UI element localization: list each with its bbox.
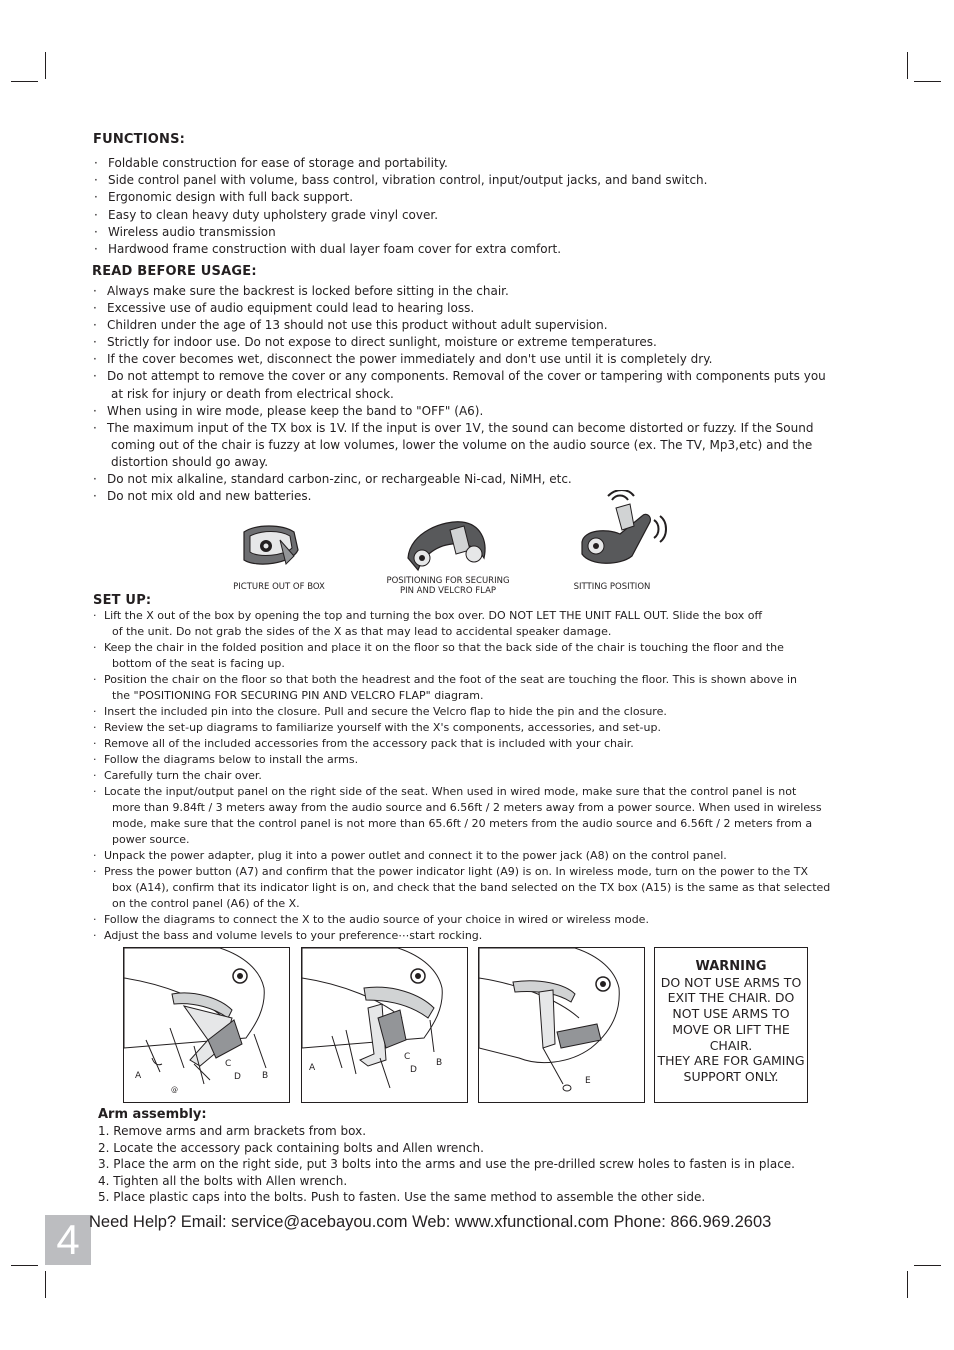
arm-diagram-3 bbox=[478, 947, 645, 1103]
crop-mark bbox=[11, 1265, 38, 1266]
setup-heading: SET UP: bbox=[93, 593, 152, 608]
list-item: · Position the chair on the floor so that both the headrest and the foot of the seat are touching the floor. This is shown above in the "POSITIONING FOR SECURING PIN AND VELCRO FLAP" diagram. bbox=[92, 672, 830, 704]
list-item: · Keep the chair in the folded position and place it on the floor so that the back side of the chair is touching the floor and the bottom of the seat is facing up. bbox=[92, 640, 830, 672]
diagram-label-a: A bbox=[309, 1063, 316, 1073]
list-item: · Follow the diagrams to connect the X to the audio source of your choice in wired or wireless mode. bbox=[92, 912, 830, 928]
list-item: · Wireless audio transmission bbox=[93, 224, 707, 241]
list-item: · Easy to clean heavy duty upholstery grade vinyl cover. bbox=[93, 207, 707, 224]
arm-diagram-drawing bbox=[479, 948, 644, 1102]
list-item: 2. Locate the accessory pack containing bolts and Allen wrench. bbox=[98, 1140, 484, 1155]
warning-line: MOVE OR LIFT THE bbox=[672, 1021, 790, 1037]
list-item: · Adjust the bass and volume levels to your preference⋯start rocking. bbox=[92, 928, 830, 944]
functions-list bbox=[93, 155, 707, 258]
list-item: · Ergonomic design with full back support. bbox=[93, 189, 707, 206]
list-item: · Do not mix alkaline, standard carbon-zinc, or rechargeable Ni-cad, NiMH, etc. bbox=[92, 471, 826, 488]
warning-line: THEY ARE FOR GAMING bbox=[657, 1053, 805, 1069]
arm-diagram-1 bbox=[123, 947, 290, 1103]
arm-diagram-2 bbox=[301, 947, 468, 1103]
list-item: · Review the set-up diagrams to familiarize yourself with the X's components, accessories, and set-up. bbox=[92, 720, 830, 736]
warning-title: WARNING bbox=[695, 959, 767, 974]
list-item: · The maximum input of the TX box is 1V. If the input is over 1V, the sound can become distorted or fuzzy. If the Sound coming out of the chair is fuzzy at low volumes, lower the volume on the audio source (ex. The TV, Mp3,etc) and the distortion should go away. bbox=[92, 420, 826, 471]
picture-caption: POSITIONING FOR SECURING PIN AND VELCRO FLAP bbox=[386, 576, 510, 596]
list-item: · Foldable construction for ease of storage and portability. bbox=[93, 155, 707, 172]
picture-caption: PICTURE OUT OF BOX bbox=[233, 582, 325, 592]
list-item: 3. Place the arm on the right side, put 3 bolts into the arms and use the pre-drilled screw holes to fasten is in place. bbox=[98, 1157, 795, 1171]
page-number: 4 bbox=[45, 1215, 91, 1265]
warning-box bbox=[654, 947, 808, 1103]
functions-heading: FUNCTIONS: bbox=[93, 132, 186, 147]
arm-diagram-drawing bbox=[302, 948, 467, 1102]
crop-mark bbox=[11, 81, 38, 82]
list-item: · Hardwood frame construction with dual layer foam cover for extra comfort. bbox=[93, 241, 707, 258]
diagram-label-c: C bbox=[225, 1059, 232, 1069]
diagram-label-b: B bbox=[436, 1058, 443, 1068]
chair-sitting-illustration bbox=[576, 490, 676, 574]
diagram-label-b: B bbox=[262, 1071, 269, 1081]
read-before-heading: READ BEFORE USAGE: bbox=[92, 264, 257, 279]
crop-mark bbox=[914, 1265, 941, 1266]
list-item: · Side control panel with volume, bass control, vibration control, input/output jacks, and band switch. bbox=[93, 172, 707, 189]
list-item: · Locate the input/output panel on the right side of the seat. When used in wired mode, make sure that the control panel is not more than 9.84ft / 3 meters away from the audio source and 6.56ft / 2 meters away from a power source. When used in wireless mode, make sure that the control panel is not more than 65.6ft / 20 meters from the audio source and 6.56ft / 2 meters from a power source. bbox=[92, 784, 830, 848]
warning-line: EXIT THE CHAIR. DO bbox=[667, 990, 795, 1006]
list-item: · Press the power button (A7) and confirm that the power indicator light (A9) is on. In wireless mode, turn on the power to the TX box (A14), confirm that its indicator light is on, and check that the band selected on the TX box (A15) is the same as that selected on the control panel (A6) of the X. bbox=[92, 864, 830, 912]
warning-line: CHAIR. bbox=[709, 1037, 753, 1053]
crop-mark bbox=[45, 1271, 46, 1298]
list-item: 5. Place plastic caps into the bolts. Push to fasten. Use the same method to assemble the other side. bbox=[98, 1190, 706, 1204]
list-item: · Unpack the power adapter, plug it into a power outlet and connect it to the power jack (A8) on the control panel. bbox=[92, 848, 830, 864]
diagram-label-c: C bbox=[404, 1052, 411, 1062]
arm-assembly-heading: Arm assembly: bbox=[98, 1107, 207, 1122]
read-before-list bbox=[92, 283, 826, 505]
list-item: · Insert the included pin into the closure. Pull and secure the Velcro flap to hide the pin and the closure. bbox=[92, 704, 830, 720]
list-item: · Carefully turn the chair over. bbox=[92, 768, 830, 784]
chair-positioning-illustration bbox=[404, 518, 490, 574]
list-item: 4. Tighten all the bolts with Allen wrench. bbox=[98, 1173, 348, 1188]
help-contact-line: Need Help? Email: service@acebayou.com Web: www.xfunctional.com Phone: 866.969.2603 bbox=[89, 1213, 772, 1231]
list-item: · Always make sure the backrest is locked before sitting in the chair. bbox=[92, 283, 826, 300]
chair-out-of-box-illustration bbox=[236, 520, 308, 572]
warning-line: NOT USE ARMS TO bbox=[672, 1006, 790, 1022]
picture-caption: SITTING POSITION bbox=[573, 582, 651, 592]
list-item: · Do not attempt to remove the cover or any components. Removal of the cover or tampering with components puts you at risk for injury or death from electrical shock. bbox=[92, 368, 826, 402]
list-item: · Excessive use of audio equipment could lead to hearing loss. bbox=[92, 300, 826, 317]
list-item: · Children under the age of 13 should not use this product without adult supervision. bbox=[92, 317, 826, 334]
list-item: · Remove all of the included accessories from the accessory pack that is included with your chair. bbox=[92, 736, 830, 752]
list-item: · Lift the X out of the box by opening the top and turning the box over. DO NOT LET THE UNIT FALL OUT. Slide the box off of the unit. Do not grab the sides of the X as that may lead to accidental speaker damage. bbox=[92, 608, 830, 640]
list-item: · Follow the diagrams below to install the arms. bbox=[92, 752, 830, 768]
crop-mark bbox=[914, 81, 941, 82]
crop-mark bbox=[907, 1271, 908, 1298]
warning-line: SUPPORT ONLY. bbox=[683, 1068, 779, 1084]
warning-line: DO NOT USE ARMS TO bbox=[660, 974, 802, 990]
setup-list bbox=[92, 608, 830, 944]
arm-assembly-list bbox=[98, 1123, 795, 1206]
diagram-label-a: A bbox=[135, 1071, 142, 1081]
crop-mark bbox=[907, 52, 908, 79]
diagram-label-d: D bbox=[410, 1065, 417, 1075]
list-item: · If the cover becomes wet, disconnect the power immediately and don't use until it is completely dry. bbox=[92, 351, 826, 368]
crop-mark bbox=[45, 52, 46, 79]
list-item: 1. Remove arms and arm brackets from box. bbox=[98, 1124, 367, 1138]
diagram-label-e: E bbox=[585, 1076, 591, 1086]
diagram-label-d: D bbox=[234, 1072, 241, 1082]
list-item: · When using in wire mode, please keep the band to "OFF" (A6). bbox=[92, 403, 826, 420]
list-item: · Strictly for indoor use. Do not expose to direct sunlight, moisture or extreme temperatures. bbox=[92, 334, 826, 351]
list-item: · Do not mix old and new batteries. bbox=[92, 488, 826, 505]
diagram-label-at: @ bbox=[171, 1086, 178, 1094]
